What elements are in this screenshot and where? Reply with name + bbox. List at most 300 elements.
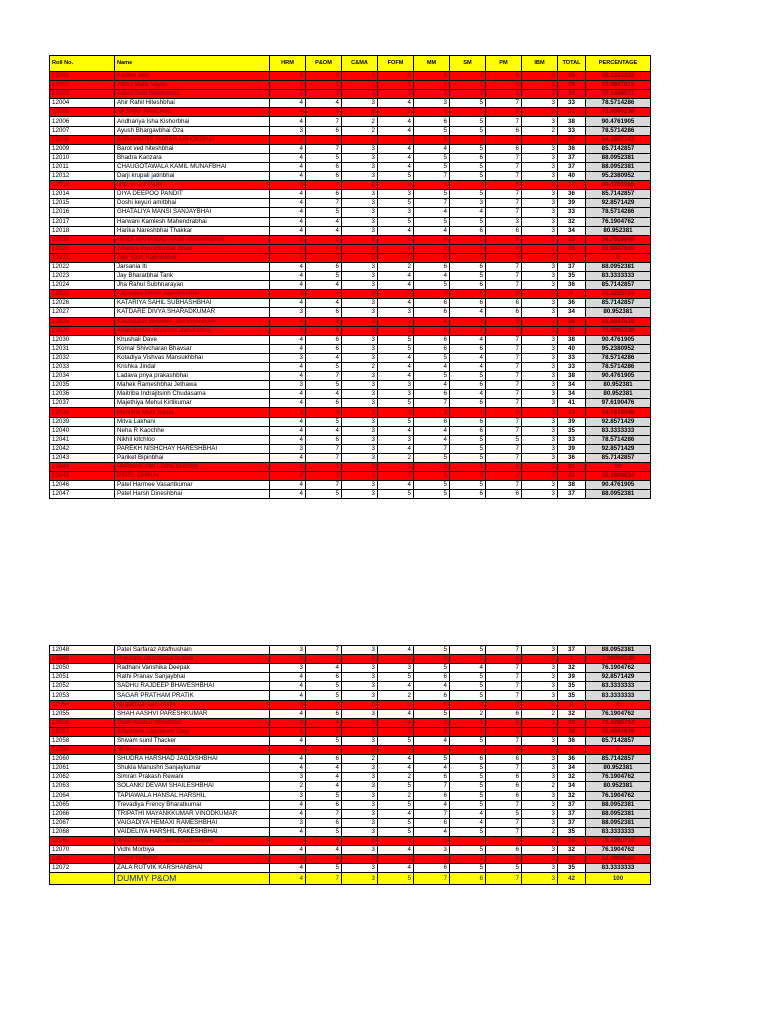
score-cell: 4 [270, 199, 306, 208]
percentage-cell: 78.5714286 [586, 435, 651, 444]
score-cell: 7 [486, 381, 522, 390]
score-cell: 4 [378, 846, 414, 855]
score-cell: 5 [414, 664, 450, 673]
marks-table-bottom [49, 645, 651, 885]
score-cell: 0 [378, 253, 414, 262]
name-cell: Dhruvi Anil Patel [115, 181, 270, 190]
score-cell: 0 [342, 655, 378, 664]
score-cell: 3 [522, 481, 558, 490]
table-row [50, 809, 651, 818]
score-cell: 4 [270, 390, 306, 399]
header-name: Name [115, 56, 270, 72]
score-cell: 5 [450, 682, 486, 691]
score-cell: 3 [342, 317, 378, 326]
score-cell: 4 [270, 344, 306, 353]
score-cell: 0 [270, 700, 306, 709]
score-cell: 6 [306, 800, 342, 809]
score-cell: 6 [414, 864, 450, 873]
score-cell: 6 [306, 244, 342, 253]
roll-cell: 12071 [50, 855, 115, 864]
score-cell: 5 [414, 490, 450, 499]
percentage-cell: 61.9047619 [586, 317, 651, 326]
score-cell: 7 [486, 363, 522, 372]
roll-cell: 12025 [50, 290, 115, 299]
score-cell: 3 [522, 846, 558, 855]
roll-cell: 12072 [50, 864, 115, 873]
score-cell: 7 [306, 444, 342, 453]
percentage-cell: 52.3809524 [586, 472, 651, 481]
name-cell: Patel Harmee Vasantkumar [115, 481, 270, 490]
score-cell: 6 [306, 172, 342, 181]
score-cell: 3 [522, 308, 558, 317]
name-cell: KATDARE DIVYA SHARADKUMAR [115, 308, 270, 317]
score-cell: 7 [486, 818, 522, 827]
score-cell: 0 [342, 253, 378, 262]
header-total: TOTAL [558, 56, 586, 72]
header-ibm: IBM [522, 56, 558, 72]
score-cell: 4 [378, 372, 414, 381]
table-row [50, 72, 651, 81]
score-cell: 5 [450, 435, 486, 444]
score-cell: 6 [306, 755, 342, 764]
score-cell: 3 [522, 181, 558, 190]
score-cell: 4 [450, 208, 486, 217]
score-cell: 4 [414, 272, 450, 281]
total-cell: 37 [558, 162, 586, 171]
score-cell: 5 [414, 709, 450, 718]
score-cell: 2 [306, 235, 342, 244]
score-cell: 5 [450, 99, 486, 108]
score-cell: 7 [414, 399, 450, 408]
score-cell: 6 [486, 846, 522, 855]
score-cell: 0 [270, 181, 306, 190]
score-cell: 0 [306, 700, 342, 709]
name-cell: Andhariya Isha Kishorbhai [115, 117, 270, 126]
percentage-cell: 61.9047619 [586, 727, 651, 736]
score-cell: 7 [486, 673, 522, 682]
score-cell: 3 [270, 235, 306, 244]
score-cell: 5 [306, 864, 342, 873]
score-cell: 5 [306, 363, 342, 372]
score-cell: 4 [270, 172, 306, 181]
score-cell: 7 [486, 172, 522, 181]
roll-cell: 12031 [50, 344, 115, 353]
table-row [50, 363, 651, 372]
percentage-cell: 80.952381 [586, 390, 651, 399]
score-cell: 4 [378, 153, 414, 162]
score-cell: 7 [486, 262, 522, 271]
score-cell: 6 [306, 399, 342, 408]
roll-cell: 12044 [50, 463, 115, 472]
score-cell: 4 [270, 755, 306, 764]
score-cell: 5 [414, 481, 450, 490]
score-cell: 3 [522, 664, 558, 673]
score-cell: 4 [270, 718, 306, 727]
table-row [50, 372, 651, 381]
score-cell: 4 [270, 281, 306, 290]
name-cell: Manisha Murli Sarda [115, 408, 270, 417]
total-cell: 31 [558, 108, 586, 117]
score-cell: 3 [342, 244, 378, 253]
score-cell: 5 [306, 463, 342, 472]
header-hrm: HRM [270, 56, 306, 72]
table-row [50, 481, 651, 490]
score-cell: 4 [270, 764, 306, 773]
name-cell: Khandheliya priyanshi jitendrabhai [115, 326, 270, 335]
score-cell: 7 [306, 646, 342, 655]
score-cell: 3 [342, 736, 378, 745]
roll-cell: 12009 [50, 144, 115, 153]
score-cell: 5 [414, 135, 450, 144]
roll-cell: 12045 [50, 472, 115, 481]
score-cell: 4 [270, 800, 306, 809]
name-cell: PARMAR AMIT DINESHBHAI [115, 463, 270, 472]
score-cell: 3 [522, 344, 558, 353]
score-cell: 6 [414, 308, 450, 317]
score-cell: 4 [270, 244, 306, 253]
score-cell: 3 [522, 172, 558, 181]
score-cell: 3 [522, 800, 558, 809]
score-cell: 5 [378, 72, 414, 81]
score-cell: 3 [306, 90, 342, 99]
score-cell: 7 [486, 399, 522, 408]
total-cell: 36 [558, 736, 586, 745]
name-cell: Komal Shivcharan Bhavsar [115, 344, 270, 353]
total-cell: 32 [558, 217, 586, 226]
table-row [50, 299, 651, 308]
percentage-cell: 80.952381 [586, 381, 651, 390]
score-cell: 6 [486, 308, 522, 317]
score-cell: 6 [414, 335, 450, 344]
score-cell: 7 [486, 326, 522, 335]
score-cell: 5 [306, 81, 342, 90]
score-cell: 3 [378, 317, 414, 326]
score-cell: 4 [270, 426, 306, 435]
score-cell: 3 [342, 99, 378, 108]
table-row [50, 426, 651, 435]
score-cell: 0 [522, 290, 558, 299]
score-cell: 3 [378, 208, 414, 217]
table-row [50, 335, 651, 344]
score-cell: 0 [522, 700, 558, 709]
score-cell: 5 [378, 818, 414, 827]
score-cell: 6 [486, 791, 522, 800]
score-cell: 3 [270, 326, 306, 335]
score-cell: 4 [378, 99, 414, 108]
name-cell: Darji krupali jatinbhai [115, 172, 270, 181]
roll-cell: 12005 [50, 108, 115, 117]
percentage-cell: 85.7142857 [586, 453, 651, 462]
table-row [50, 353, 651, 362]
percentage-cell: 80.952381 [586, 308, 651, 317]
roll-cell: 12049 [50, 655, 115, 664]
score-cell: 4 [450, 664, 486, 673]
score-cell: 2 [450, 709, 486, 718]
name-cell: Patel Harsh Dineshbhai [115, 490, 270, 499]
score-cell: 5 [414, 217, 450, 226]
score-cell: 4 [306, 727, 342, 736]
total-cell: 35 [558, 682, 586, 691]
score-cell: 3 [522, 736, 558, 745]
table-row [50, 344, 651, 353]
score-cell: 3 [342, 809, 378, 818]
name-cell: DIYA DEEPOO PANDIT [115, 190, 270, 199]
score-cell: 7 [414, 199, 450, 208]
score-cell: 3 [270, 126, 306, 135]
name-cell: Mahek Rameshbhai Jethawa [115, 381, 270, 390]
score-cell: 3 [342, 846, 378, 855]
name-cell: Rathi Pranav Sanjaybhai [115, 673, 270, 682]
score-cell: 3 [342, 144, 378, 153]
total-cell: 26 [558, 81, 586, 90]
score-cell: 0 [270, 655, 306, 664]
score-cell: 4 [306, 226, 342, 235]
percentage-cell: 97.6190476 [586, 399, 651, 408]
score-cell: 7 [414, 873, 450, 885]
table-row [50, 408, 651, 417]
score-cell: 0 [414, 253, 450, 262]
name-cell: Shah Kushal Vimalbhai [115, 718, 270, 727]
percentage-cell: 76.1904762 [586, 846, 651, 855]
score-cell: 6 [414, 117, 450, 126]
table-row [50, 181, 651, 190]
percentage-cell: 54.7619048 [586, 235, 651, 244]
score-cell: 7 [486, 417, 522, 426]
score-cell: 4 [450, 363, 486, 372]
score-cell: 5 [450, 800, 486, 809]
percentage-cell: 54.7619048 [586, 408, 651, 417]
score-cell: 4 [270, 709, 306, 718]
score-cell: 6 [306, 673, 342, 682]
table-row [50, 800, 651, 809]
score-cell: 4 [270, 299, 306, 308]
score-cell: 3 [342, 673, 378, 682]
score-cell: 3 [522, 272, 558, 281]
roll-cell: 12061 [50, 764, 115, 773]
score-cell: 2 [522, 827, 558, 836]
table-row [50, 444, 651, 453]
score-cell: 4 [306, 217, 342, 226]
score-cell: 4 [270, 864, 306, 873]
roll-cell: 12034 [50, 372, 115, 381]
score-cell: 3 [306, 472, 342, 481]
score-cell: 3 [342, 208, 378, 217]
score-cell: 3 [270, 408, 306, 417]
roll-cell: 12003 [50, 90, 115, 99]
score-cell: 3 [522, 99, 558, 108]
table-row [50, 709, 651, 718]
total-cell: 37 [558, 646, 586, 655]
score-cell: 4 [414, 363, 450, 372]
header-roll: Roll No. [50, 56, 115, 72]
name-cell: Doshi keyuri amitbhai [115, 199, 270, 208]
score-cell: 5 [450, 827, 486, 836]
table-row [50, 773, 651, 782]
percentage-cell: 78.5714286 [586, 208, 651, 217]
score-cell: 5 [450, 472, 486, 481]
score-cell: 3 [522, 864, 558, 873]
score-cell: 5 [378, 417, 414, 426]
percentage-cell: 92.8571429 [586, 417, 651, 426]
score-cell: 5 [450, 81, 486, 90]
name-cell: Jha Rahul Subhnarayan [115, 281, 270, 290]
total-cell: 38 [558, 117, 586, 126]
score-cell: 5 [414, 646, 450, 655]
roll-cell: 12056 [50, 718, 115, 727]
score-cell: 7 [486, 691, 522, 700]
total-cell: 34 [558, 390, 586, 399]
score-cell: 2 [522, 126, 558, 135]
score-cell: 6 [486, 144, 522, 153]
roll-cell: 12019 [50, 235, 115, 244]
score-cell: 0 [414, 746, 450, 755]
score-cell: 6 [306, 326, 342, 335]
total-cell: 40 [558, 344, 586, 353]
score-cell: 2 [342, 81, 378, 90]
total-cell: 37 [558, 490, 586, 499]
score-cell: 3 [342, 463, 378, 472]
score-cell: 7 [306, 809, 342, 818]
score-cell: 2 [378, 453, 414, 462]
score-cell: 4 [270, 846, 306, 855]
score-cell: 4 [378, 444, 414, 453]
roll-cell: 12066 [50, 809, 115, 818]
total-cell: 9 [558, 290, 586, 299]
name-cell: Ladava priya prakashbhai [115, 372, 270, 381]
score-cell: 3 [270, 818, 306, 827]
roll-cell: 12068 [50, 827, 115, 836]
score-cell: 3 [378, 135, 414, 144]
score-cell: 5 [450, 864, 486, 873]
score-cell: 3 [522, 381, 558, 390]
score-cell: 4 [378, 682, 414, 691]
score-cell: 2 [378, 691, 414, 700]
score-cell: 4 [378, 299, 414, 308]
score-cell: 3 [342, 791, 378, 800]
total-cell: 22 [558, 855, 586, 864]
total-cell: 30 [558, 836, 586, 845]
score-cell: 3 [522, 809, 558, 818]
score-cell: 7 [486, 190, 522, 199]
table-row [50, 144, 651, 153]
score-cell: 5 [522, 72, 558, 81]
name-cell: Simran Prakash Rewani [115, 773, 270, 782]
total-cell: 42 [558, 873, 586, 885]
score-cell: 4 [414, 381, 450, 390]
score-cell: 4 [450, 408, 486, 417]
name-cell: Jarsania Iti [115, 262, 270, 271]
score-cell: 3 [342, 108, 378, 117]
score-cell: 0 [486, 836, 522, 845]
score-cell: 6 [450, 755, 486, 764]
percentage-cell: 90.4761905 [586, 117, 651, 126]
percentage-cell: 2.38095238 [586, 655, 651, 664]
table-row [50, 736, 651, 745]
score-cell: 4 [378, 646, 414, 655]
score-cell: 0 [522, 746, 558, 755]
score-cell: 5 [414, 453, 450, 462]
score-cell: 0 [414, 700, 450, 709]
score-cell: 3 [342, 490, 378, 499]
total-cell: 35 [558, 72, 586, 81]
total-cell: 17 [558, 181, 586, 190]
score-cell: 3 [270, 836, 306, 845]
percentage-cell: 83.3333333 [586, 426, 651, 435]
score-cell: 5 [450, 372, 486, 381]
total-cell: 32 [558, 773, 586, 782]
score-cell: 3 [378, 235, 414, 244]
score-cell: 5 [450, 162, 486, 171]
score-cell: 4 [306, 290, 342, 299]
score-cell: 7 [486, 664, 522, 673]
roll-cell: 12012 [50, 172, 115, 181]
score-cell: 7 [306, 372, 342, 381]
score-cell: 3 [522, 390, 558, 399]
score-cell: 5 [378, 217, 414, 226]
score-cell: 6 [486, 90, 522, 99]
score-cell: 4 [270, 226, 306, 235]
score-cell: 3 [270, 381, 306, 390]
dummy-row [50, 873, 651, 885]
table-row [50, 162, 651, 171]
score-cell: 3 [450, 836, 486, 845]
roll-cell: 12023 [50, 272, 115, 281]
name-cell: Krishka Jindal [115, 363, 270, 372]
score-cell: 3 [522, 682, 558, 691]
roll-cell: 12028 [50, 317, 115, 326]
score-cell: 3 [522, 326, 558, 335]
score-cell: 5 [378, 199, 414, 208]
score-cell: 3 [378, 181, 414, 190]
table-row [50, 308, 651, 317]
roll-cell: 12069 [50, 836, 115, 845]
score-cell: 7 [486, 426, 522, 435]
score-cell: 3 [522, 873, 558, 885]
total-cell: 0 [558, 253, 586, 262]
score-cell: 3 [270, 664, 306, 673]
score-cell: 3 [414, 846, 450, 855]
percentage-cell: 88.0952381 [586, 490, 651, 499]
score-cell: 5 [306, 682, 342, 691]
score-cell: 3 [522, 299, 558, 308]
score-cell: 5 [378, 335, 414, 344]
score-cell: 3 [342, 453, 378, 462]
score-cell: 3 [414, 718, 450, 727]
roll-cell: 12070 [50, 846, 115, 855]
score-cell: 5 [306, 208, 342, 217]
table-row [50, 172, 651, 181]
score-cell: 2 [522, 472, 558, 481]
score-cell: 4 [270, 108, 306, 117]
table-row [50, 190, 651, 199]
score-cell: 5 [450, 773, 486, 782]
score-cell: 4 [450, 308, 486, 317]
table-row [50, 417, 651, 426]
score-cell: 5 [450, 117, 486, 126]
score-cell: 4 [306, 390, 342, 399]
total-cell: 35 [558, 827, 586, 836]
roll-cell: 12042 [50, 444, 115, 453]
name-cell: DUMMY P&OM [115, 873, 270, 885]
score-cell: 5 [378, 800, 414, 809]
total-cell: 33 [558, 363, 586, 372]
score-cell: 4 [270, 809, 306, 818]
score-cell: 0 [486, 244, 522, 253]
name-cell: Kotadiya Vishvas Mansukhbhai [115, 353, 270, 362]
score-cell: 5 [450, 217, 486, 226]
percentage-cell: 90.4761905 [586, 481, 651, 490]
roll-cell: 12033 [50, 363, 115, 372]
